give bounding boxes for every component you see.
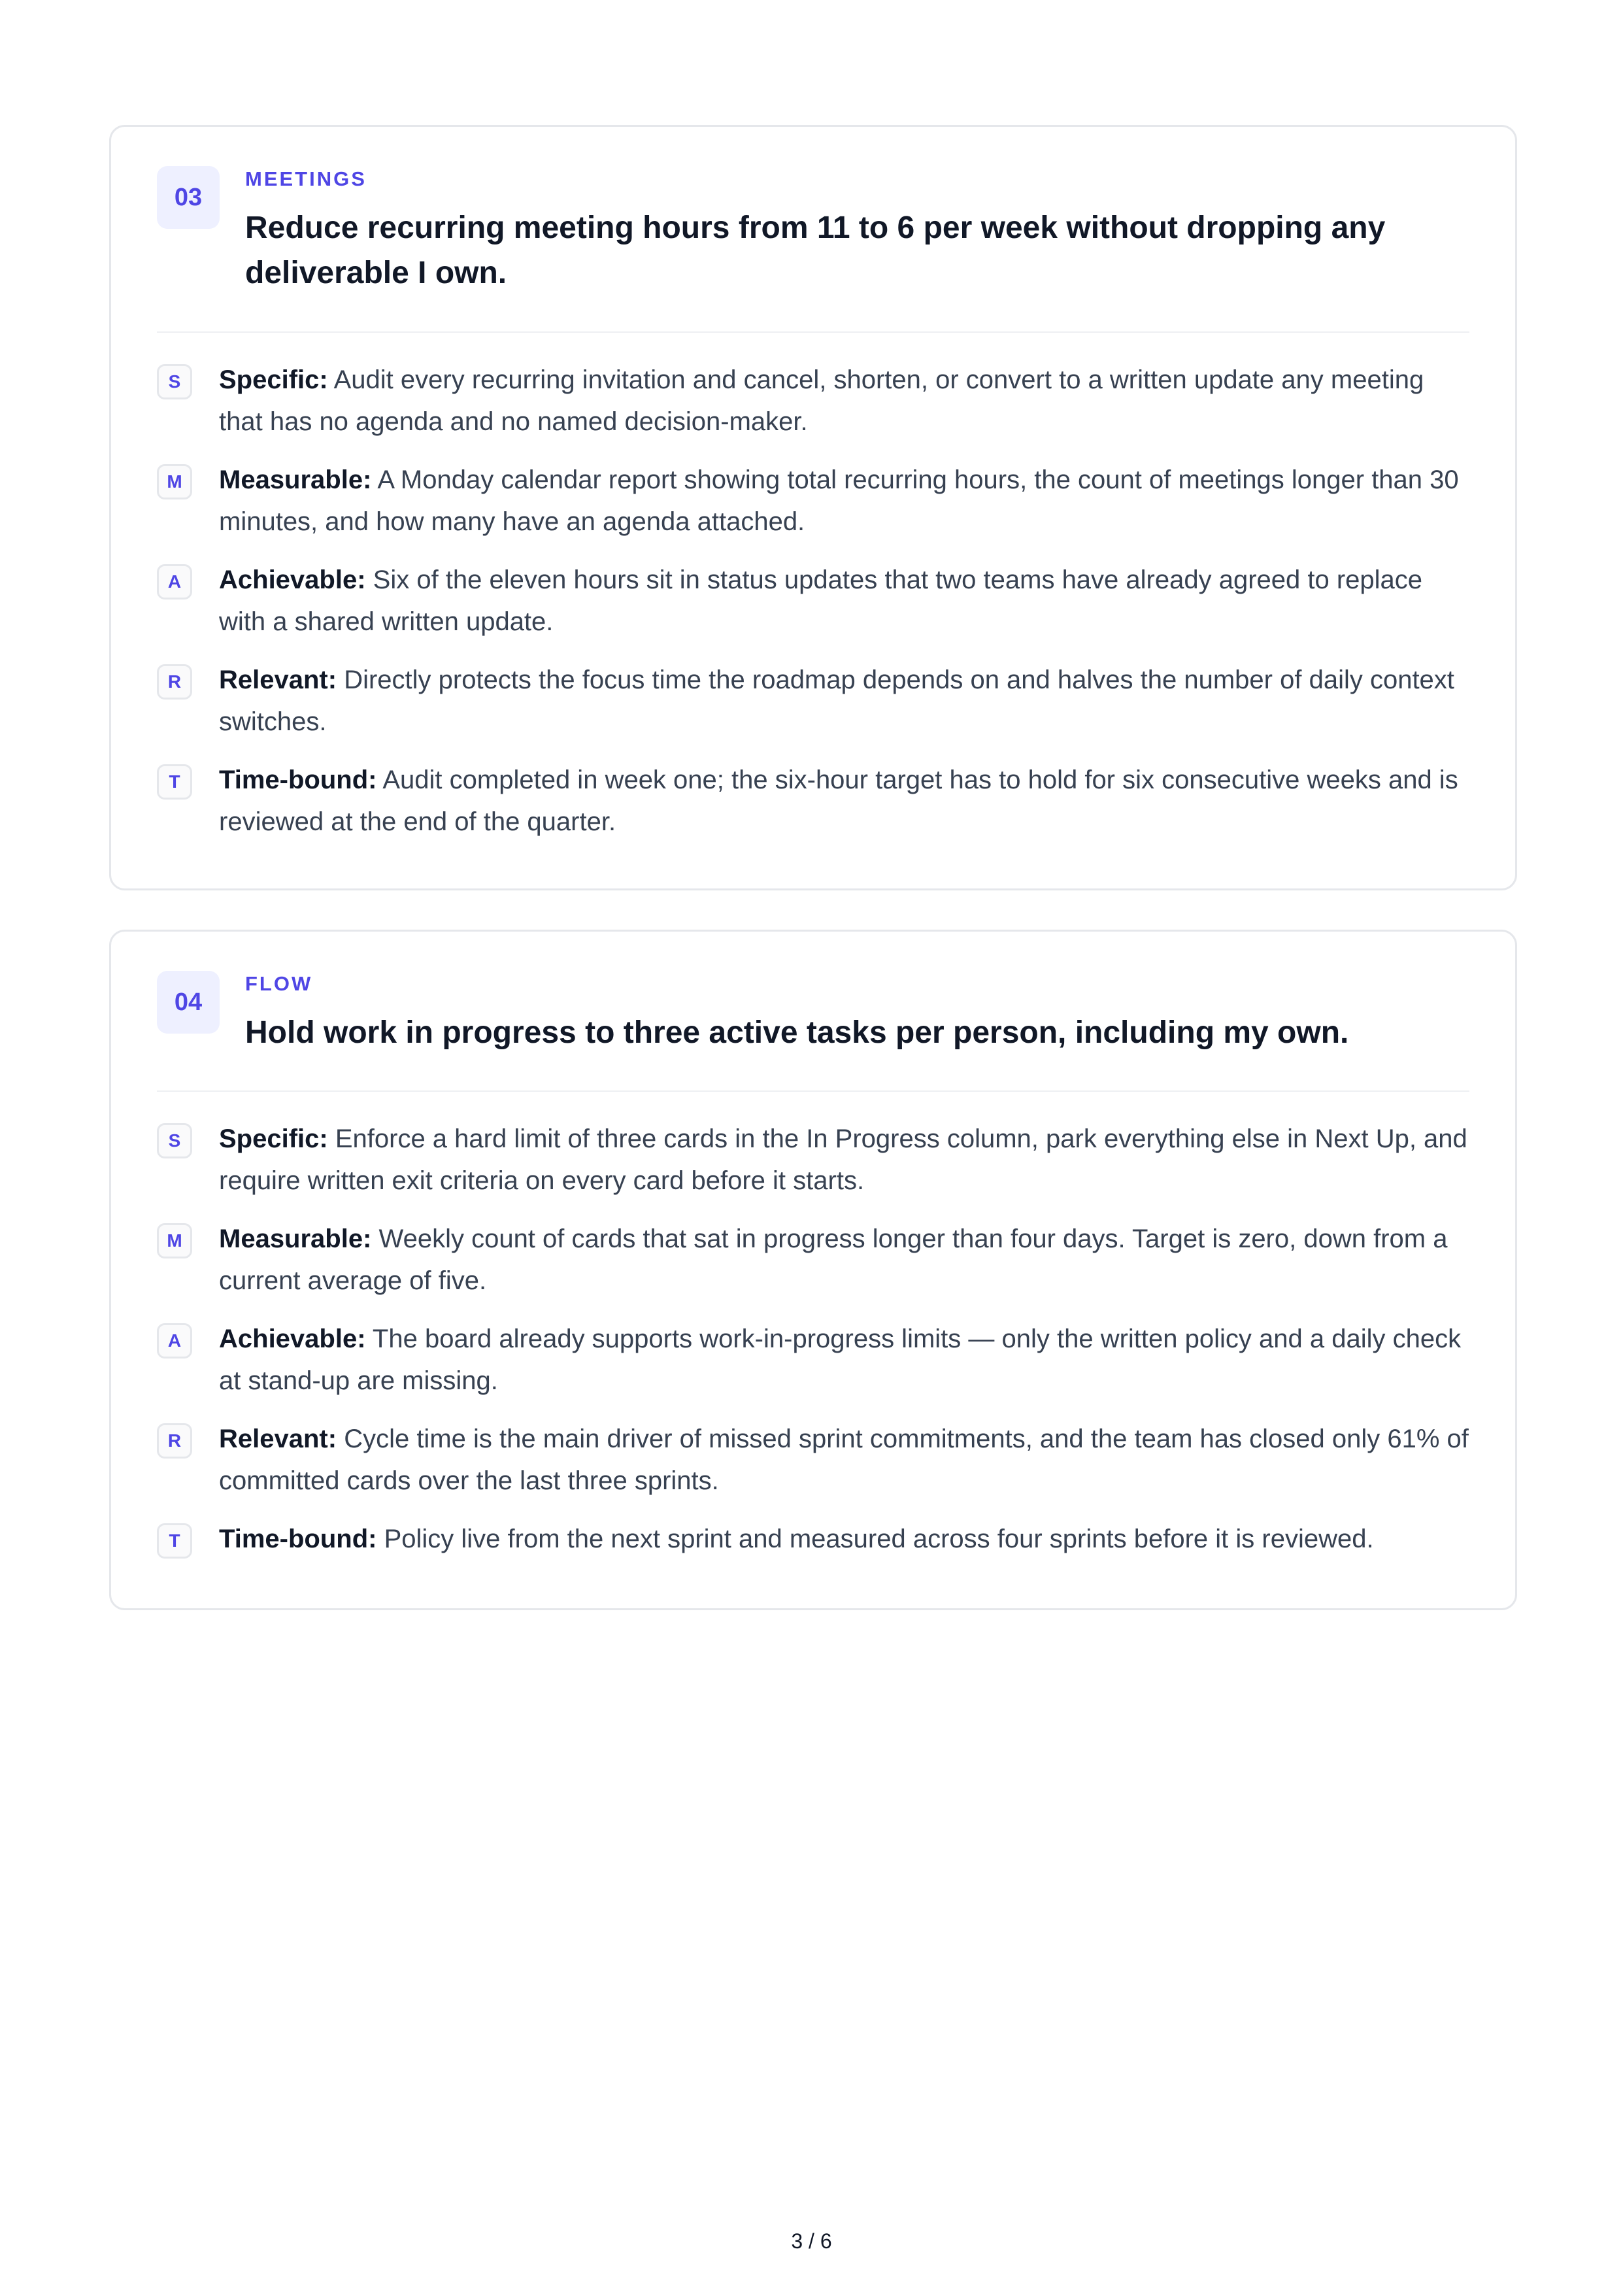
criterion-letter-badge: S xyxy=(157,364,192,399)
criterion-label: Time-bound: xyxy=(219,1525,377,1553)
criterion-measurable xyxy=(157,1218,1469,1302)
criterion-letter-badge: T xyxy=(157,1523,192,1559)
goal-card xyxy=(109,930,1517,1610)
criterion-time-bound xyxy=(157,1518,1469,1560)
criterion-text: Audit every recurring invitation and cancel, shorten, or convert to a written update any meeting that has no agenda and no named decision-maker. xyxy=(219,365,1424,436)
criterion-text: Directly protects the focus time the roadmap depends on and halves the number of daily context switches. xyxy=(219,666,1454,736)
criterion-relevant xyxy=(157,1418,1469,1502)
criterion-text: A Monday calendar report showing total recurring hours, the count of meetings longer than 30 minutes, and how many have an agenda attached. xyxy=(219,465,1459,536)
goal-card xyxy=(109,125,1517,890)
criterion-label: Relevant: xyxy=(219,1425,337,1453)
goal-title: Hold work in progress to three active tasks per person, including my own. xyxy=(245,1015,1349,1050)
criterion-label: Specific: xyxy=(219,1124,328,1153)
criterion-text: Audit completed in week one; the six-hour target has to hold for six consecutive weeks and is reviewed at the end of the quarter. xyxy=(219,766,1458,836)
criterion-specific xyxy=(157,1118,1469,1202)
criterion-text: Policy live from the next sprint and measured across four sprints before it is reviewed. xyxy=(384,1525,1374,1553)
criterion-label: Measurable: xyxy=(219,465,372,494)
criterion-time-bound xyxy=(157,759,1469,843)
goal-number-badge: 03 xyxy=(157,166,220,229)
criterion-label: Specific: xyxy=(219,365,328,394)
divider xyxy=(157,331,1469,333)
criterion-letter-badge: R xyxy=(157,1423,192,1459)
criterion-text: Weekly count of cards that sat in progress longer than four days. Target is zero, down from a current average of five. xyxy=(219,1224,1448,1295)
smart-criteria-list xyxy=(157,1118,1469,1576)
criterion-letter-badge: M xyxy=(157,464,192,499)
criterion-letter-badge: A xyxy=(157,1323,192,1359)
criterion-label: Relevant: xyxy=(219,666,337,694)
criterion-measurable xyxy=(157,459,1469,543)
goal-number-badge: 04 xyxy=(157,971,220,1034)
criterion-label: Achievable: xyxy=(219,1325,366,1353)
criterion-text: Six of the eleven hours sit in status updates that two teams have already agreed to replace with a shared written update. xyxy=(219,566,1423,636)
criterion-achievable xyxy=(157,559,1469,643)
criterion-letter-badge: A xyxy=(157,564,192,599)
criterion-letter-badge: R xyxy=(157,664,192,700)
criterion-text: Enforce a hard limit of three cards in the In Progress column, park everything else in Next Up, and require written exit criteria on every card before it starts. xyxy=(219,1124,1467,1195)
criterion-letter-badge: S xyxy=(157,1123,192,1158)
criterion-text: Cycle time is the main driver of missed sprint commitments, and the team has closed only 61% of committed cards over the last three sprints. xyxy=(219,1425,1469,1495)
goal-category: MEETINGS xyxy=(245,167,367,190)
criterion-specific xyxy=(157,359,1469,443)
criterion-letter-badge: T xyxy=(157,764,192,800)
criterion-text: The board already supports work-in-progress limits — only the written policy and a daily check at stand-up are missing. xyxy=(219,1325,1462,1395)
goal-title: Reduce recurring meeting hours from 11 to 6 per week without dropping any deliverable I own. xyxy=(245,211,1386,290)
criterion-achievable xyxy=(157,1318,1469,1402)
criterion-label: Measurable: xyxy=(219,1224,372,1253)
smart-criteria-list xyxy=(157,359,1469,859)
goal-category: FLOW xyxy=(245,972,313,995)
criterion-label: Time-bound: xyxy=(219,766,377,794)
criterion-relevant xyxy=(157,659,1469,743)
page-number: 3 / 6 xyxy=(791,2229,832,2253)
criterion-letter-badge: M xyxy=(157,1223,192,1258)
divider xyxy=(157,1090,1469,1092)
criterion-label: Achievable: xyxy=(219,566,366,594)
